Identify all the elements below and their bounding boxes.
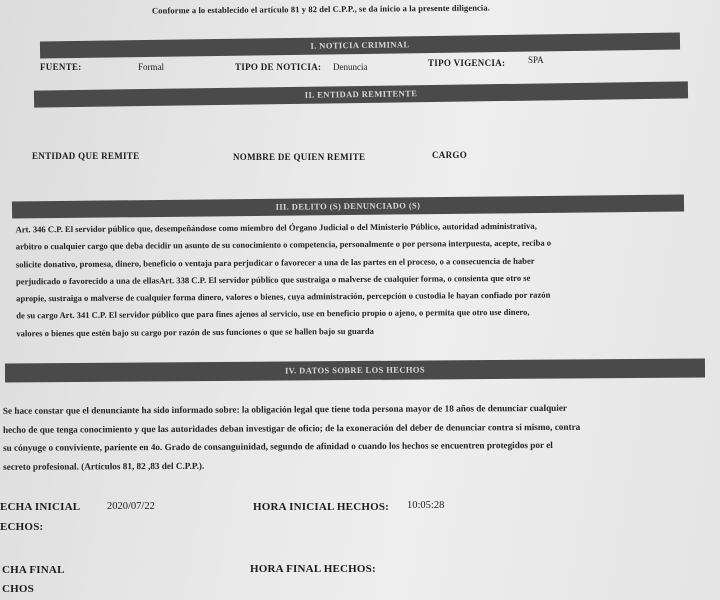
hechos-line: Se hace constar que el denunciante ha sido informado sobre: la obligación legal que tiene toda persona mayor de 18 años de denunciar cualquier xyxy=(2,402,568,416)
fuente-label: FUENTE: xyxy=(40,62,82,72)
hechos-final-label: CHOS xyxy=(2,583,34,595)
section-header-entidad-remitente: II. ENTIDAD REMITENTE xyxy=(34,81,688,107)
intro-text: Conforme a lo establecido el artículo 81 y 82 del C.P.P., se da inicio a la presente diligencia. xyxy=(151,2,490,16)
delitos-text xyxy=(16,217,697,343)
fuente-value: Formal xyxy=(138,62,164,72)
delitos-line: perjudicado o favorecido a una de ellasArt. 338 C.P. El servidor público que sustraiga o malverse de cualquier forma, o consienta que otro se xyxy=(15,272,531,287)
delitos-line: Art. 346 C.P. El servidor público que, desempeñándose como miembro del Órgano Judicial o del Ministerio Público, autoridad administrativa, xyxy=(15,220,537,235)
section-header-noticia-criminal: I. NOTICIA CRIMINAL xyxy=(40,33,680,59)
nombre-quien-remite-label: NOMBRE DE QUIEN REMITE xyxy=(233,152,366,162)
hechos-line: hecho de que tenga conocimiento y que las autoridades deban investigar de oficio; de la exoneración del deber de denunciar contra sí mismo, contra xyxy=(2,421,581,435)
tipo-vigencia-value: SPA xyxy=(528,55,544,65)
hora-inicial-label: HORA INICIAL HECHOS: xyxy=(253,501,390,513)
tipo-noticia-label: TIPO DE NOTICIA: xyxy=(235,62,322,72)
delitos-line: arbitro o cualquier cargo que deba decidir un asunto de su conocimiento o competencia, personalmente o por persona interpuesta, acepte, reciba o xyxy=(15,237,552,252)
section-header-datos-hechos: IV. DATOS SOBRE LOS HECHOS xyxy=(5,359,705,383)
hora-inicial-value: 10:05:28 xyxy=(407,500,445,511)
tipo-noticia-value: Denuncia xyxy=(333,62,368,72)
hechos-line: su cónyuge o conviviente, pariente en 4o. Grado de consanguinidad, segundo de afinidad o cuando los hechos se encuentren protegidos por el xyxy=(3,439,553,453)
tipo-vigencia-label: TIPO VIGENCIA: xyxy=(428,58,506,68)
entidad-que-remite-label: ENTIDAD QUE REMITE xyxy=(32,151,140,161)
fecha-inicial-label: ECHA INICIAL xyxy=(0,501,81,513)
hechos-line: secreto profesional. (Artículos 81, 82 ,83 del C.P.P.). xyxy=(3,460,205,472)
delitos-line: apropie, sustraiga o malverse de cualquier forma dinero, valores o bienes, cuya administración, percepción o custodia le hayan confiado por razón xyxy=(16,289,551,304)
delitos-line: de su cargo Art. 341 C.P. El servidor público que para fines ajenos al servicio, use en beneficio propio o ajeno, o permita que otro use dinero, xyxy=(16,307,530,321)
section-header-delitos-denunciados: III. DELITO (S) DENUNCIADO (S) xyxy=(12,194,684,218)
fecha-inicial-value: 2020/07/22 xyxy=(107,501,155,512)
delitos-line: solicite donativo, promesa, dinero, beneficio o ventaja para perjudicar o favorecer a una de las partes en el proceso, o a consecuencia de haber xyxy=(15,255,535,269)
delitos-line: valores o bienes que estén bajo su cargo por razón de sus funciones o que se hallen bajo su guarda xyxy=(16,325,374,339)
hora-final-label: HORA FINAL HECHOS: xyxy=(250,563,376,575)
hechos-label: ECHOS: xyxy=(0,521,44,533)
cargo-label: CARGO xyxy=(432,150,467,160)
hechos-text xyxy=(3,398,703,476)
fecha-final-label: CHA FINAL xyxy=(2,564,65,576)
